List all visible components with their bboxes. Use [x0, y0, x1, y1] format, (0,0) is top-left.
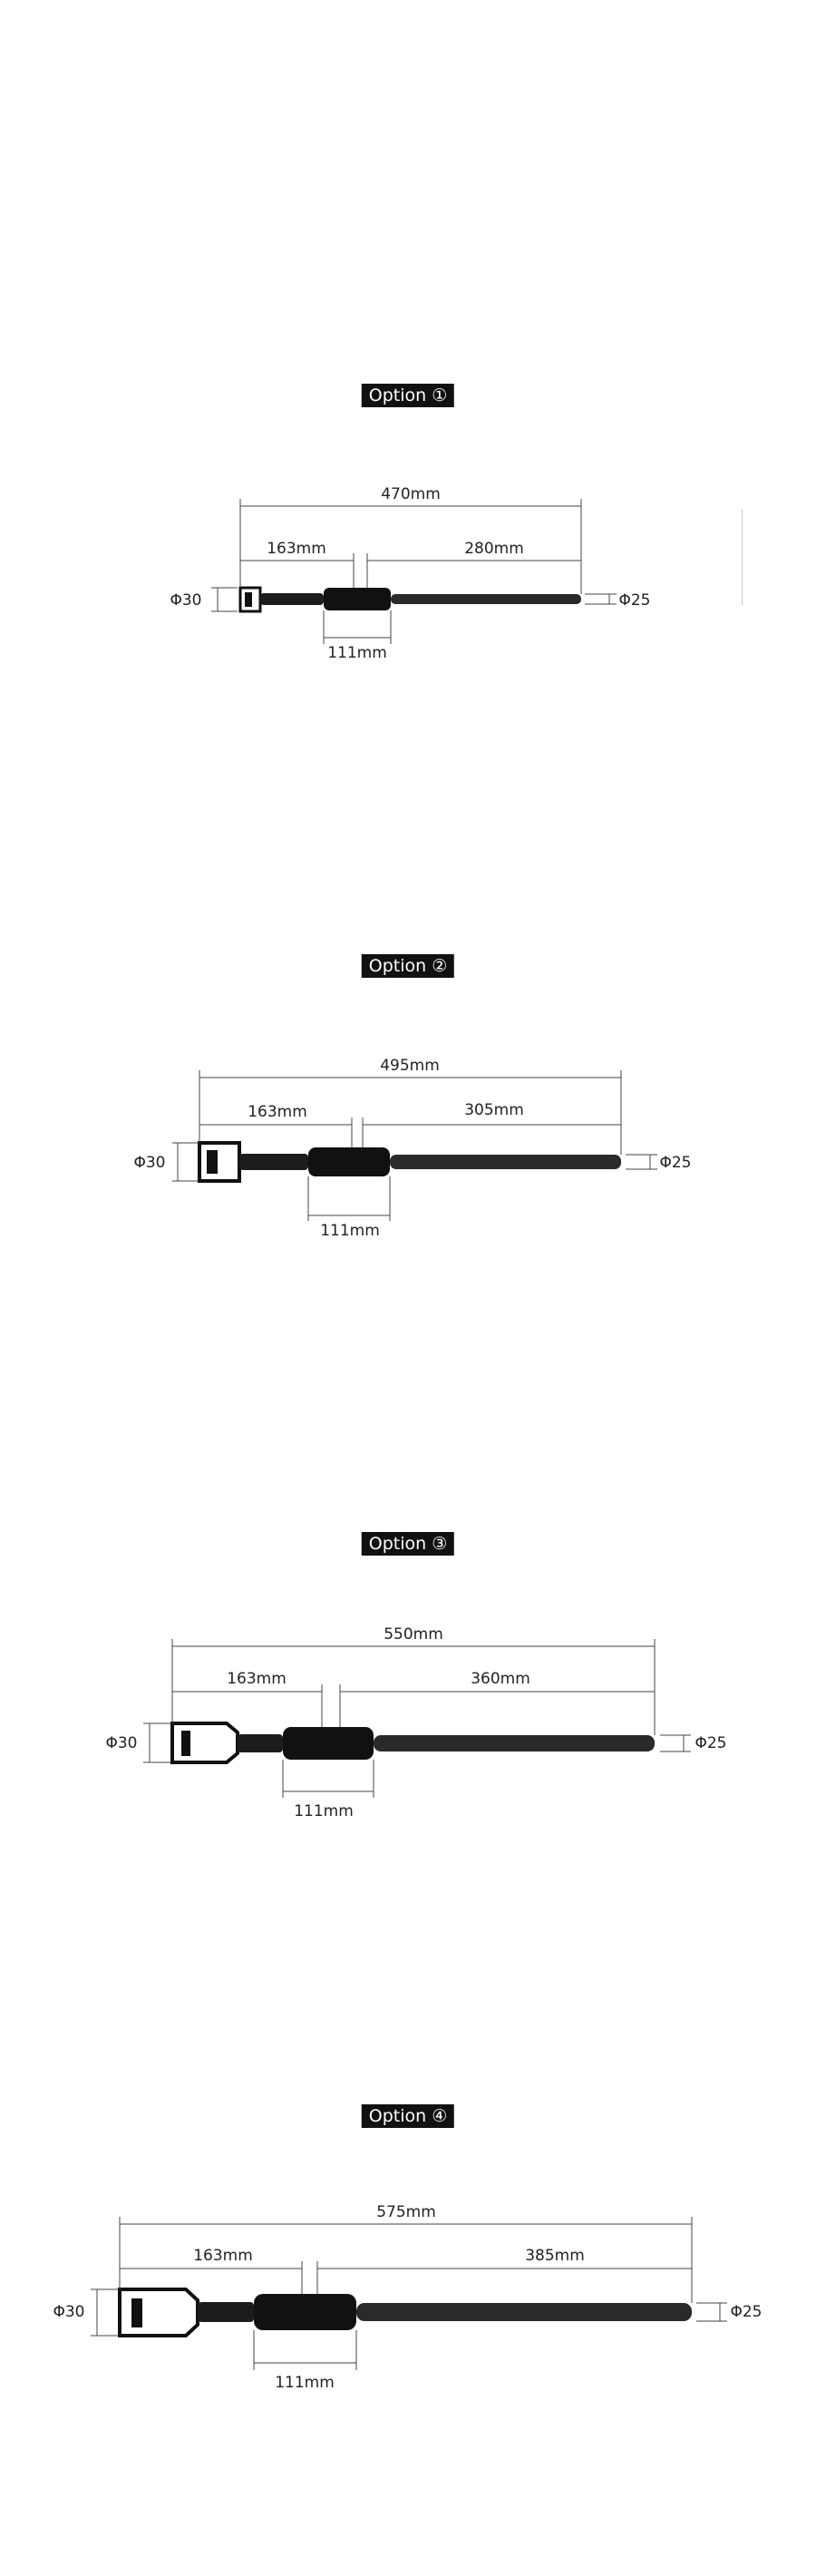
option-2-left-diameter: Φ30 — [133, 1154, 166, 1172]
option-2-carbon-tube — [390, 1155, 621, 1169]
option-3-mount-slot — [181, 1731, 190, 1756]
option-4-right-length: 385mm — [525, 2247, 585, 2265]
option-4-arm — [120, 2289, 692, 2336]
option-3-dimension-lines — [143, 1639, 691, 1798]
option-4-dimension-lines — [91, 2217, 727, 2370]
option-4-mount-bracket — [120, 2289, 198, 2336]
option-4-carbon-tube — [356, 2303, 692, 2321]
option-2-left-length: 163mm — [248, 1103, 307, 1121]
option-1-arm — [240, 588, 581, 611]
option-4-left-diameter: Φ30 — [53, 2303, 85, 2321]
option-1-folding-joint — [324, 588, 391, 610]
option-3-joint-length: 111mm — [294, 1802, 354, 1820]
option-3-left-diameter: Φ30 — [105, 1734, 138, 1752]
option-4-left-length: 163mm — [193, 2247, 253, 2265]
option-2-total-length: 495mm — [380, 1057, 440, 1075]
option-1-mount-slot — [245, 592, 252, 607]
option-1-left-length: 163mm — [267, 540, 326, 558]
option-1-dimension-lines — [211, 499, 617, 644]
option-3-aluminium-tube — [238, 1734, 283, 1752]
option-1-left-diameter: Φ30 — [170, 591, 202, 610]
option-3-arm — [172, 1723, 655, 1762]
option-4-joint-length: 111mm — [275, 2374, 335, 2392]
option-1-aluminium-tube — [260, 593, 324, 605]
option-1-diagram — [0, 472, 816, 744]
option-2-dimension-lines — [172, 1070, 657, 1221]
option-3-carbon-tube — [374, 1735, 655, 1751]
option-2-label: Option ② — [362, 954, 454, 978]
option-2-joint-length: 111mm — [320, 1222, 380, 1240]
option-1-label: Option ① — [362, 384, 454, 407]
option-2-arm — [199, 1143, 621, 1181]
option-3-right-length: 360mm — [471, 1670, 530, 1688]
option-4-total-length: 575mm — [376, 2203, 436, 2221]
option-4-mount-slot — [131, 2298, 142, 2327]
option-2-mount-bracket — [199, 1143, 239, 1181]
option-3-right-diameter: Φ25 — [695, 1734, 727, 1752]
option-1-joint-length: 111mm — [327, 644, 387, 662]
option-1-right-length: 280mm — [464, 540, 524, 558]
option-4-folding-joint — [254, 2294, 356, 2330]
option-4-diagram — [0, 2186, 816, 2458]
option-3-diagram — [0, 1615, 816, 1887]
option-2-right-length: 305mm — [464, 1101, 524, 1119]
option-2-diagram — [0, 1043, 816, 1315]
option-3-total-length: 550mm — [384, 1625, 443, 1644]
option-3-folding-joint — [283, 1727, 374, 1760]
option-1-right-diameter: Φ25 — [618, 591, 651, 610]
option-4-right-diameter: Φ25 — [730, 2303, 763, 2321]
option-1-carbon-tube — [391, 594, 581, 604]
option-2-right-diameter: Φ25 — [659, 1154, 692, 1172]
option-4-aluminium-tube — [198, 2302, 254, 2322]
option-2-mount-slot — [207, 1150, 218, 1174]
option-2-aluminium-tube — [239, 1154, 308, 1170]
option-3-left-length: 163mm — [227, 1670, 287, 1688]
option-4-label: Option ④ — [362, 2104, 454, 2128]
option-3-label: Option ③ — [362, 1532, 454, 1556]
option-1-total-length: 470mm — [381, 485, 441, 503]
option-2-folding-joint — [308, 1147, 390, 1176]
